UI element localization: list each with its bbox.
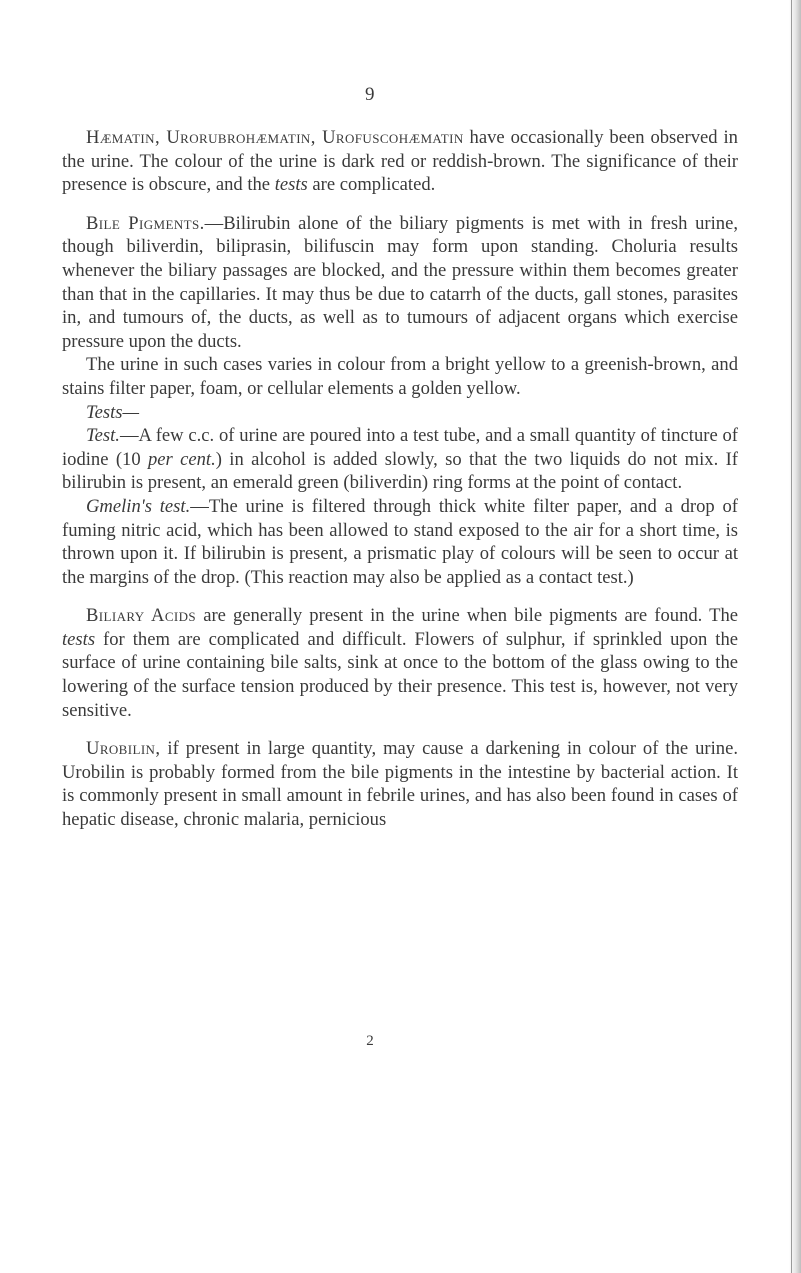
test-text-2: ) in alcohol is added slowly, so that the two liquids do not mix. If bilirubin is present, an emerald green (biliverdin) ring forms at the point of contact. <box>62 448 738 494</box>
biliary-acids-text-2: for them are complicated and difficult. Flowers of sulphur, if sprinkled upon the surface of urine containing bile salts, sink at once to the bottom of the glass owing to the lowering of the surface tension produced by their presence. This test is, however, not very sensitive. <box>62 628 738 721</box>
biliary-tests-word: tests <box>62 628 96 650</box>
bile-pigments-text: —Bilirubin alone of the biliary pigments is met with in fresh urine, though biliverdin, biliprasin, bilifuscin may form upon standing. Choluria results whenever the biliary passages are blocked, and the pressure within them becomes greater than that in the capillaries. It may thus be due to catarrh of the ducts, gall stones, parasites in, and tumours of, the ducts, as well as to tumours of adjacent organs which exercise pressure upon the ducts. <box>62 212 738 352</box>
haematin-paragraph <box>62 126 738 197</box>
test-text-1: —A few c.c. of urine are poured into a test tube, and a small quantity of tincture of iodine (10 <box>62 425 738 470</box>
section-gap <box>62 589 738 604</box>
page-body <box>62 126 738 832</box>
bile-pigments-paragraph <box>62 212 738 354</box>
section-gap <box>62 722 738 737</box>
urobilin-paragraph <box>62 737 738 831</box>
gmelin-text: —The urine is filtered through thick white filter paper, and a drop of fuming nitric acid, which has been allowed to stand exposed to the air for a short time, is thrown upon it. If bilirubin is present, a prismatic play of colours will be seen to occur at the margins of the drop. (This reaction may also be applied as a contact test.) <box>62 495 738 588</box>
test-label: Test. <box>86 425 120 447</box>
iodine-test-paragraph <box>62 424 738 495</box>
gmelin-label: Gmelin's test. <box>86 495 191 517</box>
urobilin-heading: Urobilin, <box>86 738 161 760</box>
gmelin-test-paragraph <box>62 495 738 589</box>
urobilin-text: if present in large quantity, may cause a darkening in colour of the urine. Urobilin is probably formed from the bile pigments in the intestine by bacterial action. It is commonly present in small amount in febrile urines, and has also been found in cases of hepatic disease, chronic malaria, pernicious <box>62 738 738 831</box>
haematin-text-2: are complicated. <box>307 174 436 196</box>
biliary-acids-heading: Biliary Acids <box>86 605 197 627</box>
bile-pigments-heading: Bile Pigments. <box>86 212 205 234</box>
page-number: 9 <box>365 84 375 105</box>
page-edge-line <box>791 0 792 1273</box>
haematin-tests-word: tests <box>274 174 308 196</box>
haematin-heading: Hæmatin, Urorubrohæmatin, Urofuscohæmatin <box>86 127 464 148</box>
haematin-text-1: have occasionally been observed in the urine. The colour of the urine is dark red or reddish-brown. The significance of their presence is obscure, and the <box>62 127 738 196</box>
signature-mark: 2 <box>366 1033 374 1049</box>
biliary-acids-text-1: are generally present in the urine when bile pigments are found. The <box>196 605 738 627</box>
section-gap <box>62 197 738 212</box>
per-cent: per cent. <box>147 448 216 470</box>
tests-heading: Tests— <box>86 401 140 423</box>
bile-colour-paragraph: The urine in such cases varies in colour from a bright yellow to a greenish-brown, and stains filter paper, foam, or cellular elements a golden yellow. <box>62 354 738 399</box>
biliary-acids-paragraph <box>62 604 738 722</box>
